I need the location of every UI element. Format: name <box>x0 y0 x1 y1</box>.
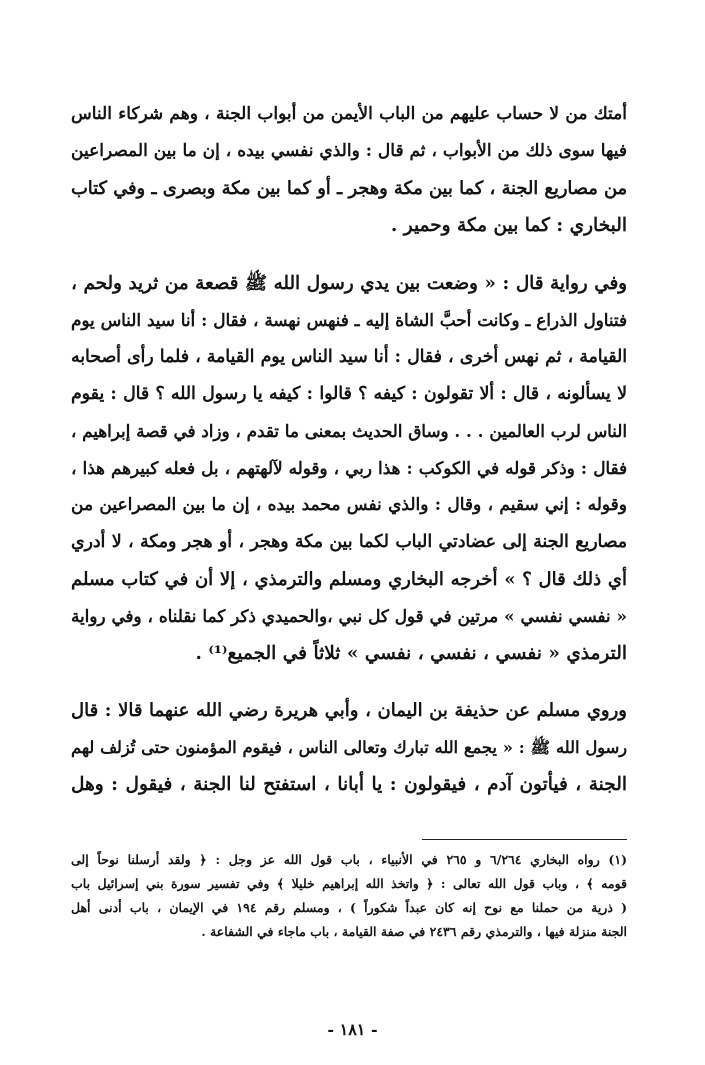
text-line: الجنة ، فيأتون آدم ، فيقولون : يا أبانا ، استفتح لنا الجنة ، فيقول : وهل <box>71 774 627 795</box>
text-line: أي ذلك قال ؟ » أخرجه البخاري ومسلم والترمذي ، إلا أن في كتاب مسلم <box>71 569 627 590</box>
paragraph-3 <box>71 692 627 803</box>
text-line: فيها سوى ذلك من الأبواب ، ثم قال : والذي نفسي بيده ، إن ما بين المصراعين <box>71 141 627 161</box>
text-line: رسول الله ﷺ : « يجمع الله تبارك وتعالى الناس ، فيقوم المؤمنون حتى تُزلف لهم <box>71 738 627 757</box>
text-line: فتناول الذراع ـ وكانت أحبَّ الشاة إليه ـ فنهس نهسة ، فقال : أنا سيد الناس يوم <box>71 310 627 330</box>
paragraph-1 <box>71 96 627 244</box>
text-line: أمتك من لا حساب عليهم من الباب الأيمن من أبواب الجنة ، وهم شركاء الناس <box>71 104 627 124</box>
text-line: البخاري : كما بين مكة وحمير . <box>390 215 627 236</box>
text-line: « نفسي نفسي » مرتين في قول كل نبي ،والحميدي ذكر كما نقلناه ، وفي رواية <box>71 606 627 626</box>
footnotes <box>71 848 627 944</box>
text-line: وروي مسلم عن حذيفة بن اليمان ، وأبي هريرة رضي الله عنهما قالا : قال <box>71 700 627 721</box>
text-line: فقال : وذكر قوله في الكوكب : هذا ربي ، وقوله لآلهتهم ، بل فعله كبيرهم هذا ، <box>71 458 627 478</box>
footnote-line: (١) رواه البخاري ٦/٢٦٤ و ٢٦٥ في الأنبياء ، باب قول الله عز وجل : ﴿ ولقد أرسلنا نوحاً إلى <box>71 852 627 867</box>
text-line: القيامة ، ثم نهس أخرى ، فقال : أنا سيد الناس يوم القيامة ، فلما رأى أصحابه <box>71 347 627 367</box>
footnote-divider <box>422 839 627 840</box>
text-line: لا يسألونه ، قال : ألا تقولون : كيفه ؟ قالوا : كيفه يا رسول الله ؟ قال : يقوم <box>71 384 627 404</box>
text-line: من مصاريع الجنة ، كما بين مكة وهجر ـ أو كما بين مكة وبصرى ـ وفي كتاب <box>71 178 627 199</box>
text-line: وفي رواية قال : « وضعت بين يدي رسول الله ﷺ قصعة من ثريد ولحم ، <box>71 273 627 294</box>
footnote-line: الجنة منزلة فيها ، والترمذي رقم ٢٤٣٦ في صفة القيامة ، باب ماجاء في الشفاعة . <box>201 924 627 939</box>
text-line: وقوله : إني سقيم ، وقال : والذي نفس محمد بيده ، إن ما بين المصراعين من <box>71 495 627 515</box>
text-line: مصاريع الجنة إلى عضادتي الباب لكما بين مكة وهجر ، أو هجر ومكة ، لا أدري <box>71 532 627 552</box>
text-line: الناس لرب العالمين . . . وساق الحديث بمعنى ما تقدم ، وزاد في قصة إبراهيم ، <box>71 421 627 441</box>
footnote-line: قومه ﴾ ، وباب قول الله تعالى : ﴿ واتخذ الله إبراهيم خليلا ﴾ وفي تفسير سورة بني إسرائيل باب <box>71 876 627 891</box>
page-number: - ١٨١ - <box>327 1020 378 1039</box>
text-line: الترمذي « نفسي ، نفسي ، نفسي » ثلاثاً في الجميع⁽¹⁾ . <box>195 643 627 664</box>
paragraph-2 <box>71 265 627 672</box>
footnote-line: ( ذرية من حملنا مع نوح إنه كان عبداً شكوراً ) ، ومسلم رقم ١٩٤ في الإيمان ، باب أدنى أهل <box>71 900 627 915</box>
